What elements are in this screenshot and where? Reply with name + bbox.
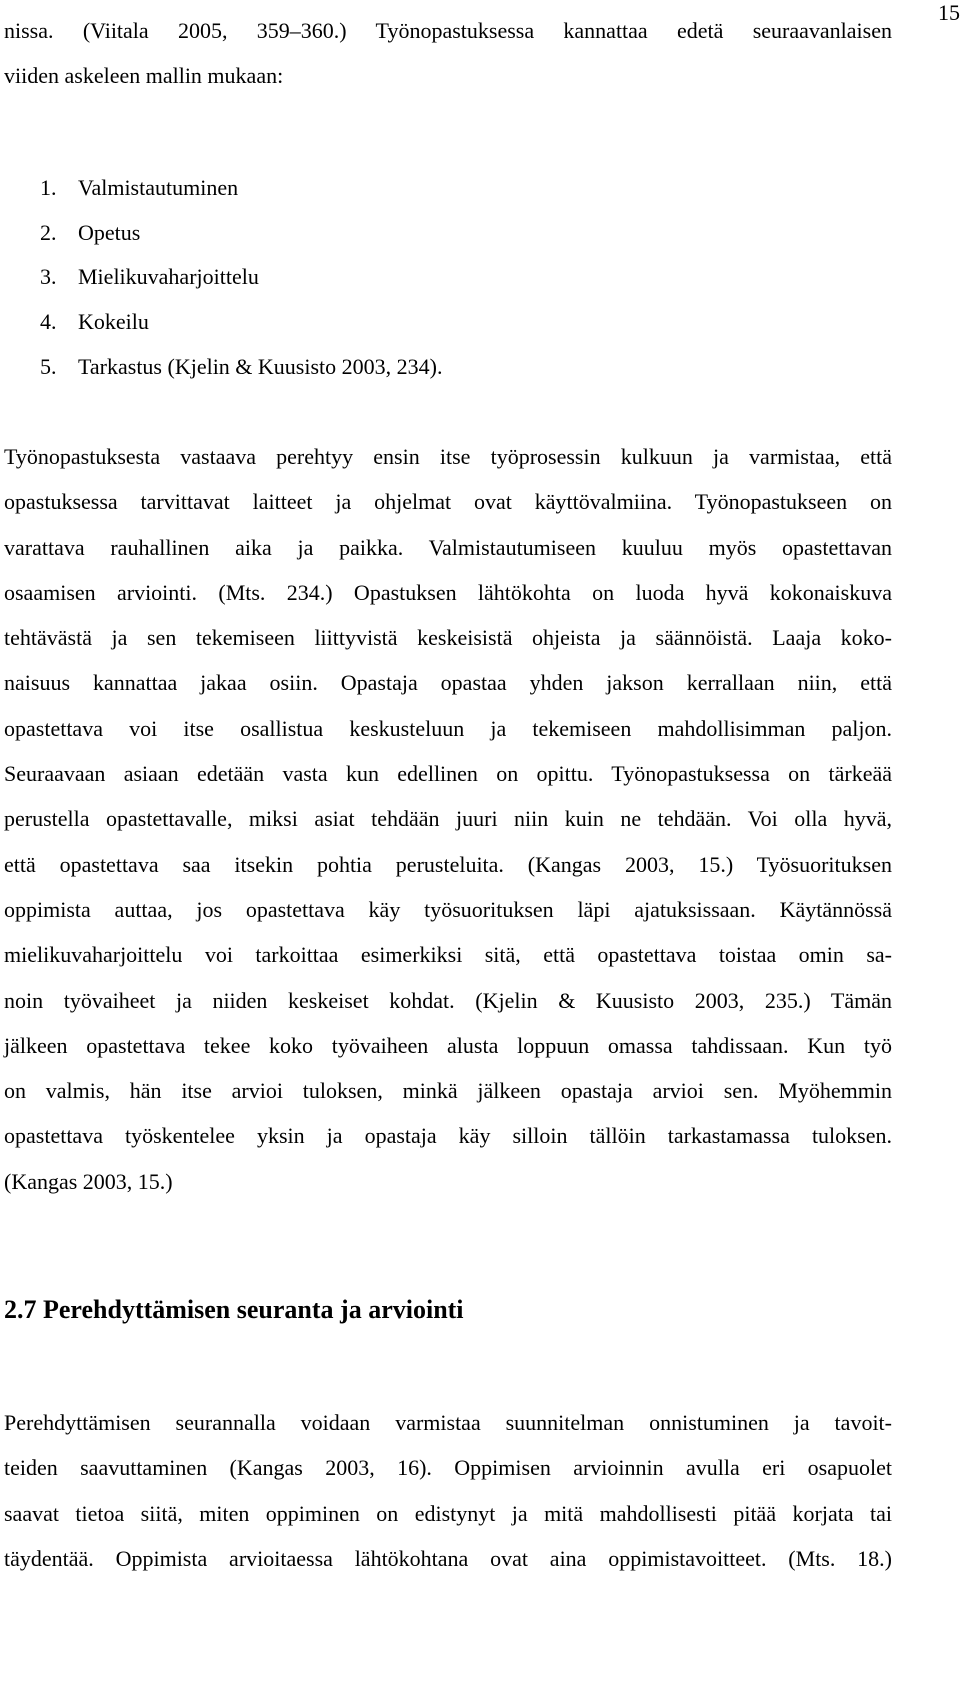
- text-line: opastuksessa tarvittavat laitteet ja ohjelmat ovat käyttövalmiina. Työnopastukseen on: [4, 489, 892, 515]
- steps-list: [40, 166, 442, 390]
- text-line: viiden askeleen mallin mukaan:: [4, 63, 284, 89]
- text-line: on valmis, hän itse arvioi tuloksen, minkä jälkeen opastaja arvioi sen. Myöhemmin: [4, 1078, 892, 1104]
- list-number: 5.: [40, 353, 57, 379]
- text-line: Seuraavaan asiaan edetään vasta kun edellinen on opittu. Työnopastuksessa on tärkeää: [4, 761, 892, 787]
- text-line: teiden saavuttaminen (Kangas 2003, 16). Oppimisen arvioinnin avulla eri osapuolet: [4, 1455, 892, 1481]
- page-number: 15: [938, 0, 960, 25]
- list-item: [40, 300, 442, 345]
- text-line: naisuus kannattaa jakaa osiin. Opastaja opastaa yhden jakson kerrallaan niin, että: [4, 670, 892, 696]
- body-paragraph-2: [4, 1400, 892, 1581]
- text-line: noin työvaiheet ja niiden keskeiset kohdat. (Kjelin & Kuusisto 2003, 235.) Tämän: [4, 987, 892, 1013]
- list-text: Mielikuvaharjoittelu: [78, 264, 259, 290]
- body-paragraph-1: [4, 434, 892, 1204]
- text-line: osaamisen arviointi. (Mts. 234.) Opastuksen lähtökohta on luoda hyvä kokonaiskuva: [4, 579, 892, 605]
- list-item: [40, 345, 442, 390]
- text-line: täydentää. Oppimista arvioitaessa lähtökohtana ovat aina oppimistavoitteet. (Mts. 18.): [4, 1545, 892, 1571]
- text-line: (Kangas 2003, 15.): [4, 1168, 173, 1194]
- section-heading: 2.7 Perehdyttämisen seuranta ja arviointi: [4, 1295, 464, 1324]
- list-item: [40, 166, 442, 211]
- list-number: 4.: [40, 309, 57, 335]
- list-item: [40, 211, 442, 256]
- list-number: 2.: [40, 219, 57, 245]
- text-line: tehtävästä ja sen tekemiseen liittyvistä keskeisistä ohjeista ja säännöistä. Laaja koko-: [4, 625, 892, 651]
- text-line: saavat tietoa siitä, miten oppiminen on edistynyt ja mitä mahdollisesti pitää korjata tai: [4, 1500, 892, 1526]
- text-line: jälkeen opastettava tekee koko työvaiheen alusta loppuun omassa tahdissaan. Kun työ: [4, 1032, 892, 1058]
- text-line: Perehdyttämisen seurannalla voidaan varmistaa suunnitelman onnistuminen ja tavoit-: [4, 1410, 892, 1435]
- list-number: 1.: [40, 175, 57, 200]
- list-text: Kokeilu: [78, 309, 149, 335]
- list-text: Valmistautuminen: [78, 175, 239, 200]
- intro-paragraph: [4, 8, 892, 99]
- text-line: perustella opastettavalle, miksi asiat tehdään juuri niin kuin ne tehdään. Voi olla hyvä,: [4, 806, 892, 832]
- text-line: mielikuvaharjoittelu voi tarkoittaa esimerkiksi sitä, että opastettava toistaa omin sa-: [4, 942, 892, 968]
- list-text: Tarkastus (Kjelin & Kuusisto 2003, 234).: [78, 353, 443, 379]
- list-item: [40, 255, 442, 300]
- text-line: opastettava voi itse osallistua keskusteluun ja tekemiseen mahdollisimman paljon.: [4, 715, 892, 741]
- text-line: varattava rauhallinen aika ja paikka. Valmistautumiseen kuuluu myös opastettavan: [4, 534, 892, 560]
- text-line: Työnopastuksesta vastaava perehtyy ensin itse työprosessin kulkuun ja varmistaa, että: [4, 444, 892, 469]
- text-line: nissa. (Viitala 2005, 359–360.) Työnopastuksessa kannattaa edetä seuraavanlaisen: [4, 18, 892, 43]
- text-line: opastettava työskentelee yksin ja opastaja käy silloin tällöin tarkastamassa tuloksen.: [4, 1123, 892, 1149]
- list-number: 3.: [40, 264, 57, 290]
- list-text: Opetus: [78, 219, 141, 245]
- text-line: että opastettava saa itsekin pohtia perusteluita. (Kangas 2003, 15.) Työsuorituksen: [4, 851, 892, 877]
- text-line: oppimista auttaa, jos opastettava käy työsuorituksen läpi ajatuksissaan. Käytännössä: [4, 896, 892, 922]
